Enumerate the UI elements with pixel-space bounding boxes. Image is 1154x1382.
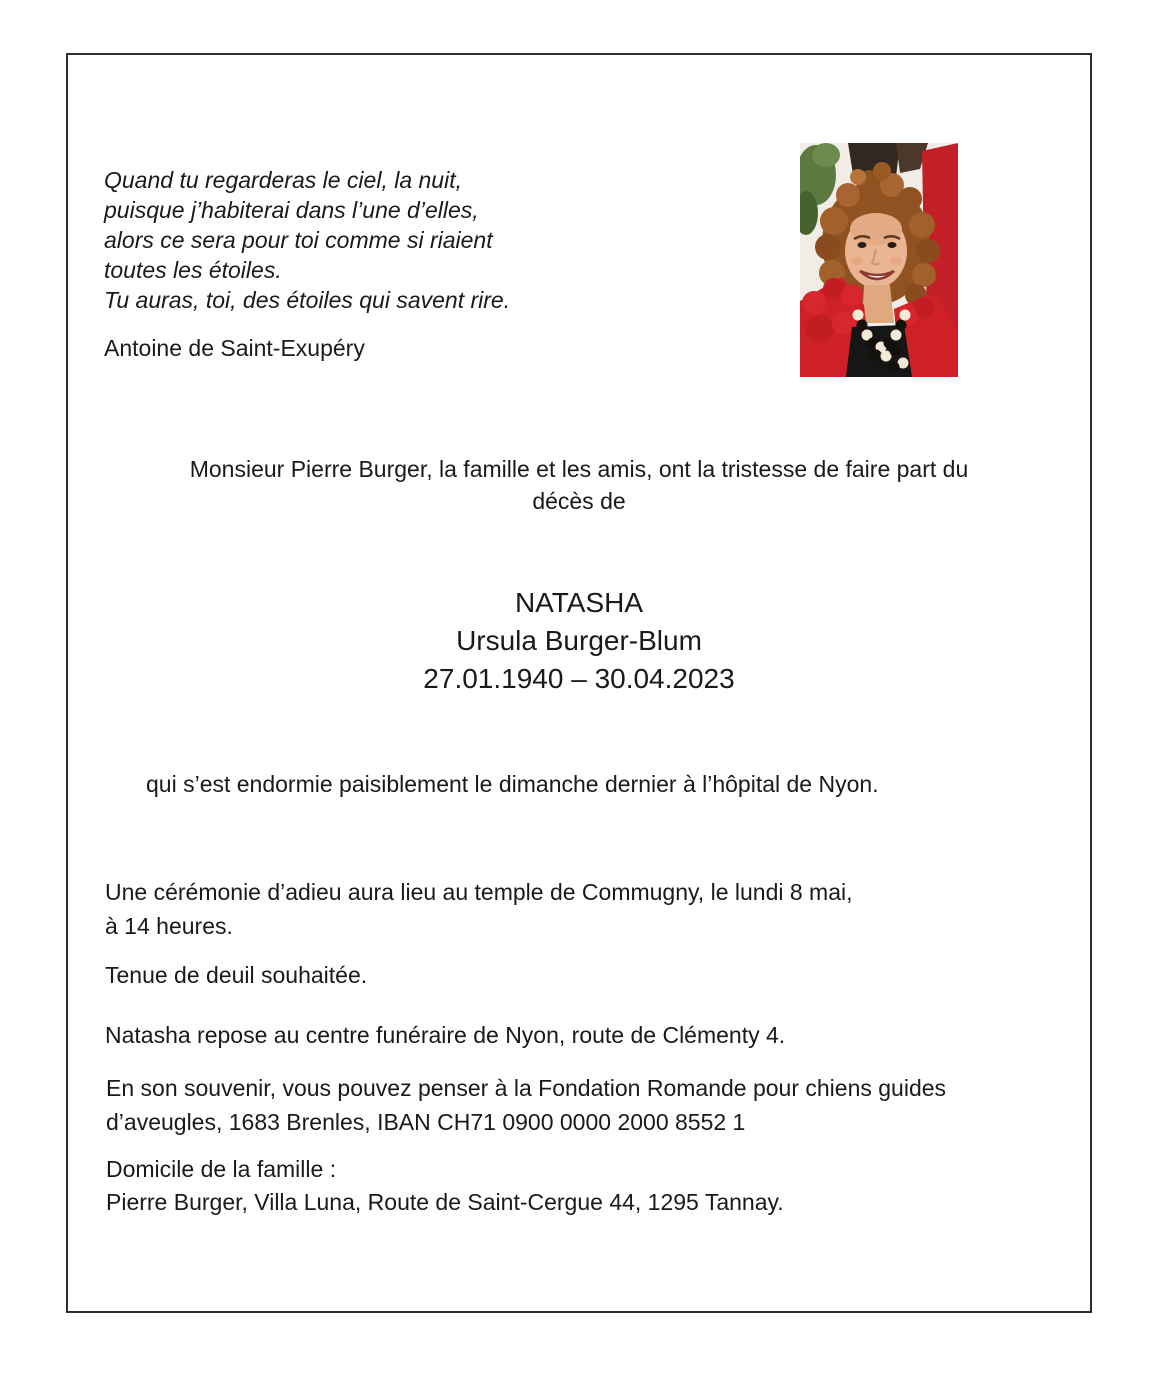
quote-line: toutes les étoiles. bbox=[104, 257, 282, 283]
quote-line: puisque j’habiterai dans l’une d’elles, bbox=[104, 197, 479, 223]
portrait-photo-illustration bbox=[800, 143, 958, 377]
donation-line: d’aveugles, 1683 Brenles, IBAN CH71 0900 0000 2000 8552 1 bbox=[106, 1109, 746, 1135]
document-frame bbox=[66, 53, 1092, 1313]
ceremony-block bbox=[105, 875, 853, 943]
quote-block bbox=[104, 165, 510, 315]
quote-line: alors ce sera pour toi comme si riaient bbox=[104, 227, 493, 253]
portrait-photo bbox=[800, 143, 958, 377]
passing-text: qui s’est endormie paisiblement le dimanche dernier à l’hôpital de Nyon. bbox=[146, 771, 879, 797]
deceased-full-name: Ursula Burger-Blum bbox=[456, 625, 702, 656]
donation-line: En son souvenir, vous pouvez penser à la Fondation Romande pour chiens guides bbox=[106, 1075, 947, 1101]
ceremony-line: Une cérémonie d’adieu aura lieu au temple de Commugny, le lundi 8 mai, bbox=[105, 879, 853, 905]
ceremony-line: à 14 heures. bbox=[105, 913, 233, 939]
quote-line: Tu auras, toi, des étoiles qui savent rire. bbox=[104, 287, 511, 313]
family-home-block bbox=[106, 1153, 784, 1219]
deceased-name: NATASHA bbox=[514, 587, 644, 618]
quote-line: Quand tu regarderas le ciel, la nuit, bbox=[104, 167, 462, 193]
family-home-address: Pierre Burger, Villa Luna, Route de Saint-Cergue 44, 1295 Tannay. bbox=[106, 1189, 784, 1215]
deceased-block bbox=[68, 584, 1090, 698]
dress-code-text: Tenue de deuil souhaitée. bbox=[105, 962, 368, 988]
deceased-dates: 27.01.1940 – 30.04.2023 bbox=[423, 663, 735, 694]
announcement-block bbox=[68, 453, 1090, 517]
announcement-line: Monsieur Pierre Burger, la famille et les amis, ont la tristesse de faire part du bbox=[189, 456, 969, 482]
donation-block bbox=[106, 1071, 946, 1139]
family-home-label: Domicile de la famille : bbox=[106, 1156, 337, 1182]
announcement-line: décès de bbox=[532, 488, 626, 514]
quote-author: Antoine de Saint-Exupéry bbox=[104, 335, 365, 361]
repose-text: Natasha repose au centre funéraire de Nyon, route de Clémenty 4. bbox=[105, 1022, 786, 1048]
